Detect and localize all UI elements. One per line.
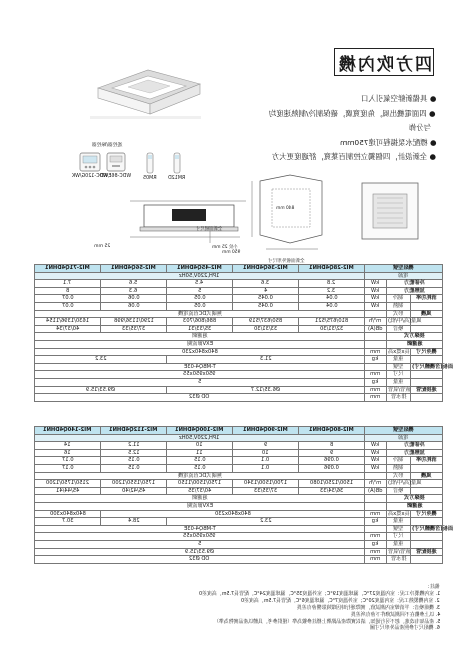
value-cell: 0.1	[233, 457, 299, 465]
remote-rm05: RM05	[143, 152, 157, 181]
value-cell: 30.7	[35, 518, 101, 526]
unit-cell: kW	[365, 295, 387, 303]
group-label-cell	[411, 325, 443, 333]
value-cell: 8	[35, 287, 101, 295]
sub-label-cell: 噪音	[387, 487, 411, 495]
sub-label-cell: 制冷	[387, 457, 411, 465]
sub-label-cell: 制熱	[387, 302, 411, 310]
value-cell: EXV節流閥	[35, 340, 365, 348]
unit-cell	[365, 310, 387, 318]
table-row	[35, 394, 443, 402]
sub-label-cell: 型號	[387, 525, 411, 533]
value-cell: 886/806/703	[167, 318, 233, 326]
table-row	[35, 472, 443, 480]
sub-label-cell: 重量	[387, 540, 411, 548]
group-label-cell	[411, 556, 443, 564]
value-cell: T-MBQ4-03E	[35, 363, 365, 371]
sub-label-cell: 液管/氣管	[388, 386, 411, 393]
value-cell: 0.15	[101, 464, 167, 472]
value-cell: 1630/1396/1154	[35, 318, 101, 326]
value-cell: 33/31/30	[233, 325, 299, 333]
value-cell: 5	[167, 287, 233, 295]
group-label-cell: 接線方式	[387, 495, 443, 503]
group-label-cell: 面板(含機體尺寸)	[412, 525, 454, 532]
table-row	[35, 318, 443, 326]
dimension-diagram	[90, 165, 430, 260]
value-cell: 28.4	[101, 518, 167, 526]
sub-label-cell: 型號	[387, 363, 411, 371]
sub-label-cell: 尺寸	[387, 533, 411, 541]
unit-cell: mm	[365, 371, 387, 379]
remote-wdc120g: WDC-120G/WK	[72, 152, 108, 179]
remote-caption: 遙控器/線控器	[92, 143, 123, 148]
table-row	[35, 386, 443, 394]
sub-label-cell: 風量(高/中/低)	[388, 480, 422, 487]
table-row	[35, 480, 443, 488]
value-cell: 4.5	[167, 280, 233, 288]
note-line: 3. 機組噪音：半消聲室內測試值，實際運行時因環境影響會有差異	[296, 604, 440, 611]
power-label-cell: 電源	[365, 272, 443, 280]
unit-cell	[365, 472, 387, 480]
model-header-cell: MI2-80Q4DHN1	[299, 427, 365, 435]
group-label-cell: 機身尺寸	[411, 510, 443, 518]
value-cell: Ø9.53/15.9	[35, 386, 167, 394]
value-cell: 0.17	[35, 464, 101, 472]
value-cell: 9	[233, 442, 299, 450]
power-label-cell: 電源	[365, 434, 443, 442]
group-label-cell: 連接配管	[411, 548, 443, 556]
plan-dim-label: 840 mm	[276, 206, 295, 211]
sub-label-cell: 液管/氣管	[388, 548, 411, 555]
value-cell: 45/42/40	[101, 487, 167, 495]
sub-label-cell: 重量	[387, 356, 411, 364]
value-cell: EXV節流閥	[35, 502, 365, 510]
table-row	[35, 356, 443, 364]
group-label-cell: 連接配管	[411, 386, 443, 394]
value-cell: 0.04	[299, 302, 365, 310]
table-row	[35, 333, 443, 341]
model-header-cell: MI2-28Q4DHN1	[299, 265, 365, 273]
cassette-unit-image	[88, 66, 203, 126]
table-header-row	[35, 265, 443, 273]
model-header-cell: MI2-36Q4DHN1	[233, 265, 299, 273]
value-cell: 21.3	[167, 356, 365, 364]
value-cell: 16	[35, 449, 101, 457]
table-row	[35, 310, 443, 318]
value-cell: 5	[35, 378, 365, 386]
unit-cell: dB(A)	[365, 325, 387, 333]
value-cell: 1500/1250/1080	[299, 480, 365, 488]
value-cell: 1750/1550/1200	[101, 480, 167, 488]
unit-cell: kW	[365, 287, 387, 295]
value-cell: 37/35/33	[233, 487, 299, 495]
note-line: 4. 以上參數在不同測試條件下會有所差異	[350, 611, 440, 618]
model-label-cell: 機組型號	[365, 427, 443, 435]
side-dim-label: 25 mm	[94, 244, 111, 249]
unit-cell: kg	[365, 518, 387, 526]
gap-dim-label: 小於 25 mm	[212, 245, 238, 250]
power-value-cell: 1PH,220V,50Hz	[35, 272, 365, 280]
value-cell: OD Ø32	[35, 556, 365, 564]
value-cell: 1750/1500/1150	[167, 480, 233, 488]
feature-item: ● 四面電機出風，角度寬廣，確保制冷/制熱速度均	[269, 108, 436, 118]
feature-item: ● 具備新鮮空氣引入口	[360, 94, 436, 103]
value-cell: Ø9.53/15.9	[35, 548, 365, 556]
value-cell: 36/34/33	[299, 487, 365, 495]
value-cell: 12.5	[101, 449, 167, 457]
value-cell: Ø6.35/12.7	[167, 386, 365, 394]
value-cell: 9	[299, 449, 365, 457]
value-cell: 840x840x300	[35, 510, 101, 518]
table-row	[35, 378, 443, 386]
sub-label-cell: 制冷	[387, 295, 411, 303]
group-label-cell: 風機	[411, 472, 443, 480]
table-row	[35, 548, 443, 556]
plan-dim-label-2: 950 mm	[222, 250, 241, 255]
remote-rm12d: RM12D	[168, 152, 185, 181]
value-cell: 950x950x55	[35, 371, 365, 379]
unit-cell: m³/h	[365, 480, 387, 488]
value-cell: 6.3	[101, 287, 167, 295]
table-row	[35, 363, 443, 371]
sub-label-cell: 形式	[387, 310, 411, 318]
group-label-cell: 消耗功率	[411, 295, 443, 303]
group-label-cell	[411, 302, 443, 310]
value-cell: 0.1	[233, 464, 299, 472]
table-row	[35, 340, 443, 348]
unit-cell	[365, 525, 387, 533]
unit-cell: kW	[365, 449, 387, 457]
group-label-cell: 冷卻能力	[387, 280, 443, 288]
value-cell: 2150/1750/1200	[35, 480, 101, 488]
model-header-cell: MI2-56Q4DHN1	[101, 265, 167, 273]
model-header-cell: MI2-45Q4DHN1	[167, 265, 233, 273]
value-cell: 40/37/34	[35, 325, 101, 333]
value-cell: 0.04	[299, 295, 365, 303]
page-title-box	[334, 48, 434, 76]
group-label-cell: 加熱能力	[387, 287, 443, 295]
unit-cell	[365, 340, 387, 348]
table-row	[35, 502, 443, 510]
group-label-cell	[411, 487, 443, 495]
sub-label-cell: 長x寬x高	[388, 348, 410, 355]
sub-label-cell: 重量	[387, 378, 411, 386]
group-label-cell	[411, 356, 443, 364]
unit-cell	[365, 363, 387, 371]
unit-cell: mm	[365, 533, 387, 541]
sub-label-cell: 形式	[387, 472, 411, 480]
unit-cell: kg	[365, 356, 387, 364]
value-cell: 11	[167, 449, 233, 457]
side-view-label: 全新面板尺寸	[196, 227, 223, 232]
value-cell: 0.06	[101, 302, 167, 310]
model-header-cell: MI2-112Q4DHN1	[101, 427, 167, 435]
table-row	[35, 302, 443, 310]
group-label-cell	[411, 378, 443, 386]
sub-label-cell: 噪音	[387, 325, 411, 333]
table-row	[35, 556, 443, 564]
group-label-cell: 加熱能力	[387, 449, 443, 457]
value-cell: 950x950x55	[35, 533, 365, 541]
value-cell: 0.06	[101, 295, 167, 303]
sub-label-cell: 制熱	[387, 464, 411, 472]
model-label-cell: 機組型號	[365, 265, 443, 273]
value-cell: 過濾網	[35, 333, 365, 341]
value-cell: 0.045	[233, 302, 299, 310]
unit-cell: mm	[365, 556, 387, 564]
note-line: 5. 產品如有改進，恕不另行通知，請以實際產品銘牌上標註參數為準（僅供參考，具體以產品實物為準）	[213, 618, 440, 625]
value-cell: 無刷式DC直流電機	[35, 310, 365, 318]
table-row	[35, 495, 443, 503]
group-label-cell	[411, 533, 443, 541]
table-header-row	[35, 427, 443, 435]
unit-cell: mm	[365, 348, 387, 356]
table-row	[35, 525, 443, 533]
model-header-cell: MI2-71Q4DHN1	[35, 265, 101, 273]
value-cell: T-MBQ4-03E	[35, 525, 365, 533]
group-label-cell	[411, 371, 443, 379]
value-cell: OD Ø32	[35, 394, 365, 402]
unit-cell: m³/h	[365, 318, 387, 326]
table-row	[35, 434, 443, 442]
table-row	[35, 518, 443, 526]
note-line: 6. 機組尺寸參照產品外形尺寸圖	[370, 625, 440, 632]
unit-cell: kW	[365, 457, 387, 465]
model-header-cell: MI2-90Q4DHN1	[233, 427, 299, 435]
table-row	[35, 442, 443, 450]
value-cell: 0.05	[167, 302, 233, 310]
unit-cell: kW	[365, 442, 387, 450]
value-cell: 1700/1500/1340	[233, 480, 299, 488]
spec-table-2	[34, 426, 454, 564]
value-cell: 45/44/41	[35, 487, 101, 495]
value-cell: 0.096	[299, 457, 365, 465]
value-cell: 3.2	[299, 287, 365, 295]
unit-cell: kW	[365, 280, 387, 288]
model-header-cell: MI2-100Q4DHN1	[167, 427, 233, 435]
unit-cell	[365, 502, 387, 510]
spec-table-1	[34, 264, 454, 402]
model-header-cell: MI2-140Q4DHN1	[35, 427, 101, 435]
table-row	[35, 487, 443, 495]
value-cell: 8	[299, 442, 365, 450]
unit-cell: mm	[365, 548, 387, 556]
group-label-cell: 風機	[411, 310, 443, 318]
group-label-cell: 過濾網	[387, 340, 443, 348]
sub-label-cell: 尺寸	[387, 371, 411, 379]
feature-item: 勻分佈	[409, 123, 432, 133]
value-cell: 1290/1136/998	[101, 318, 167, 326]
table-row	[35, 280, 443, 288]
table-row	[35, 295, 443, 303]
unit-cell: dB(A)	[365, 487, 387, 495]
table-row	[35, 540, 443, 548]
sub-label-cell: 風量(高/中/低)	[388, 318, 422, 325]
unit-cell	[365, 333, 387, 341]
table-row	[35, 272, 443, 280]
table-row	[35, 348, 443, 356]
group-label-cell	[411, 464, 443, 472]
value-cell: 無刷式DC直流電機	[35, 472, 365, 480]
group-label-cell: 消耗功率	[411, 457, 443, 465]
table-row	[35, 533, 443, 541]
table-row	[35, 464, 443, 472]
value-cell: 0.07	[35, 302, 101, 310]
feature-item: ● 全新設計，四個獨立控制百葉寬，舒適度更大方	[271, 152, 436, 162]
remote-wdc86e: WDC-86E/KD	[100, 152, 131, 179]
table-row	[35, 510, 443, 518]
value-cell: 0.045	[233, 295, 299, 303]
value-cell: 0.17	[35, 457, 101, 465]
panel-size-label: 全新面板外形尺寸	[268, 259, 305, 264]
value-cell: 0.07	[35, 295, 101, 303]
notes-block	[40, 584, 440, 632]
value-cell: 40/37/35	[167, 487, 233, 495]
sub-label-cell: 排水管	[387, 394, 411, 402]
unit-cell: kg	[365, 540, 387, 548]
value-cell: 4	[233, 287, 299, 295]
value-cell: 840x840x230	[35, 348, 365, 356]
feature-item: ● 標配水泵揚程可達750mm	[339, 137, 436, 147]
unit-cell: mm	[365, 386, 387, 394]
group-label-cell: 機身尺寸	[411, 348, 443, 356]
power-value-cell: 1PH,220V,50Hz	[35, 434, 365, 442]
value-cell: 過濾網	[35, 495, 365, 503]
value-cell: 840x840x230	[101, 510, 365, 518]
unit-cell: mm	[365, 394, 387, 402]
group-label-cell: 冷卻能力	[387, 442, 443, 450]
value-cell: 0.15	[167, 457, 233, 465]
sub-label-cell: 重量	[387, 518, 411, 526]
value-cell: 850/637/519	[233, 318, 299, 326]
value-cell: 23.2	[35, 356, 167, 364]
group-label-cell	[411, 394, 443, 402]
value-cell: 11.2	[101, 442, 167, 450]
value-cell: 35/33/31	[167, 325, 233, 333]
group-label-cell: 接線方式	[387, 333, 443, 341]
table-row	[35, 287, 443, 295]
feature-list	[236, 92, 436, 165]
value-cell: 10	[167, 442, 233, 450]
unit-cell: kW	[365, 302, 387, 310]
value-cell: 810/675/521	[299, 318, 365, 326]
value-cell: 7.1	[35, 280, 101, 288]
group-label-cell: 過濾網	[387, 502, 443, 510]
unit-cell	[365, 495, 387, 503]
value-cell: 37/35/33	[101, 325, 167, 333]
value-cell: 0.096	[299, 464, 365, 472]
value-cell: 23.2	[167, 518, 365, 526]
value-cell: 0.05	[167, 295, 233, 303]
value-cell: 5	[35, 540, 365, 548]
note-line: 1. 室內機製冷工況：室內溫度27°C，濕球溫度19°C；室外溫度35°C，濕球溫度24°C，配管長7.5m，高度差0	[198, 590, 440, 597]
table-row	[35, 325, 443, 333]
sub-label-cell: 長x寬x高	[388, 510, 410, 517]
value-cell: 3.6	[233, 280, 299, 288]
group-label-cell: 面板(含機體尺寸)	[412, 363, 454, 370]
table-row	[35, 449, 443, 457]
table-row	[35, 457, 443, 465]
value-cell: 10	[233, 449, 299, 457]
sub-label-cell: 排水管	[387, 556, 411, 564]
unit-cell: kg	[365, 378, 387, 386]
table-row	[35, 371, 443, 379]
group-label-cell	[411, 518, 443, 526]
page-title: 四方吹內機	[336, 54, 432, 75]
value-cell: 32/31/30	[299, 325, 365, 333]
value-cell: 14	[35, 442, 101, 450]
unit-cell: kW	[365, 464, 387, 472]
value-cell: 2.8	[299, 280, 365, 288]
unit-cell: mm	[365, 510, 387, 518]
value-cell: 5.6	[101, 280, 167, 288]
value-cell: 0.15	[167, 464, 233, 472]
note-line: 2. 室內機製熱工況：室內溫度20°C；室外溫度7°C，濕球溫度6°C，配管長7.5m，高度差0	[241, 597, 440, 604]
note-line: 備註：	[425, 584, 440, 590]
value-cell: 0.15	[101, 457, 167, 465]
group-label-cell	[411, 540, 443, 548]
